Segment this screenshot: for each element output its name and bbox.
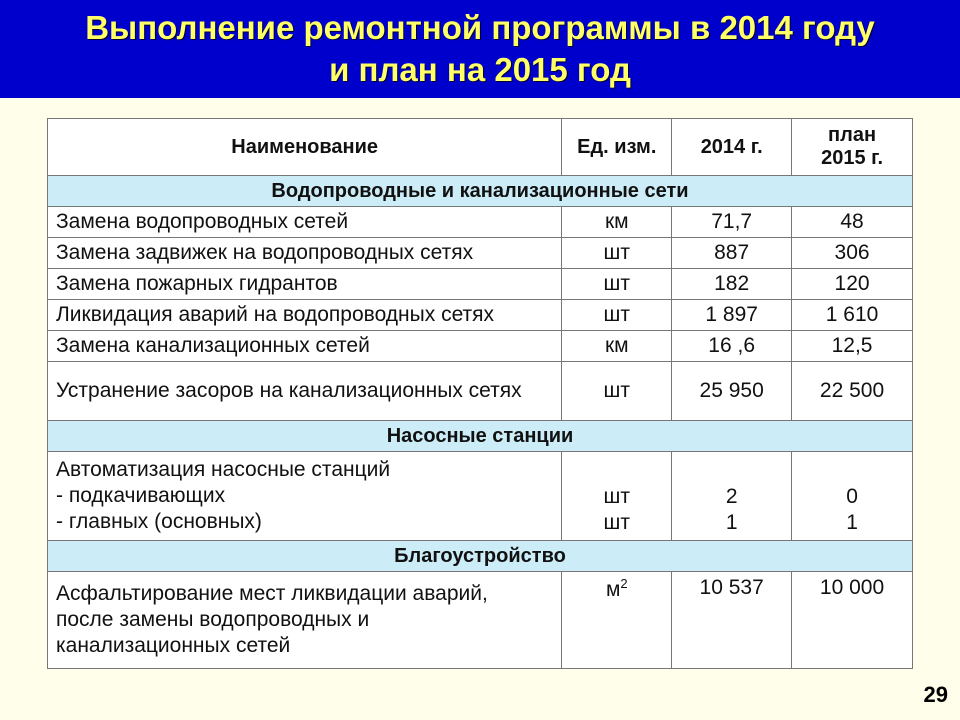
row-name: Замена пожарных гидрантов xyxy=(48,269,562,300)
section-row xyxy=(48,541,913,572)
header-plan-2015 xyxy=(792,119,913,176)
repair-program-table xyxy=(47,118,913,669)
section-title: Водопроводные и канализационные сети xyxy=(48,176,913,207)
row-unit-superscript: 2 xyxy=(620,576,628,591)
row-unit: км xyxy=(562,207,672,238)
slide-title-line-1: Выполнение ремонтной программы в 2014 году xyxy=(85,9,875,46)
header-name: Наименование xyxy=(48,119,562,176)
table-row xyxy=(48,452,913,541)
row-plan: 48 xyxy=(792,207,913,238)
row-2014: 1 897 xyxy=(672,300,792,331)
row-unit xyxy=(562,452,672,541)
table-row xyxy=(48,207,913,238)
row-unit: шт xyxy=(562,300,672,331)
section-row xyxy=(48,176,913,207)
row-plan: 306 xyxy=(792,238,913,269)
row-plan-line: 1 xyxy=(846,511,858,534)
header-plan-line-1: план xyxy=(828,124,877,146)
row-plan xyxy=(792,452,913,541)
row-2014 xyxy=(672,452,792,541)
table-row xyxy=(48,572,913,669)
page-number: 29 xyxy=(923,682,948,707)
header-plan-line-2: 2015 г. xyxy=(821,147,884,169)
row-2014-line: 1 xyxy=(725,511,738,534)
table-row xyxy=(48,331,913,362)
table-row xyxy=(48,269,913,300)
slide-title-line-2: и план на 2015 год xyxy=(329,51,631,88)
row-name: Замена задвижек на водопроводных сетях xyxy=(48,238,562,269)
row-plan: 1 610 xyxy=(792,300,913,331)
row-name-line: - главных (основных) xyxy=(56,510,262,533)
row-name xyxy=(48,572,562,669)
row-name-line: Асфальтирование мест ликвидации аварий, xyxy=(56,582,488,605)
section-row xyxy=(48,421,913,452)
table-header-row xyxy=(48,119,913,176)
row-2014: 25 950 xyxy=(672,362,792,421)
table-row xyxy=(48,300,913,331)
row-unit: шт xyxy=(562,362,672,421)
section-title: Насосные станции xyxy=(48,421,913,452)
row-name: Замена водопроводных сетей xyxy=(48,207,562,238)
row-name xyxy=(48,452,562,541)
row-name-line: канализационных сетей xyxy=(56,634,291,657)
row-2014-line: 2 xyxy=(725,485,738,508)
title-bar xyxy=(0,0,960,98)
header-2014: 2014 г. xyxy=(672,119,792,176)
row-unit: шт xyxy=(562,269,672,300)
row-unit xyxy=(562,572,672,669)
row-plan-line: 0 xyxy=(846,485,858,508)
row-plan: 22 500 xyxy=(792,362,913,421)
row-unit-line: шт xyxy=(603,511,630,534)
row-2014: 10 537 xyxy=(672,572,792,669)
row-name: Замена канализационных сетей xyxy=(48,331,562,362)
section-title: Благоустройство xyxy=(48,541,913,572)
header-unit: Ед. изм. xyxy=(562,119,672,176)
table-row xyxy=(48,362,913,421)
table-row xyxy=(48,238,913,269)
row-name-line: - подкачивающих xyxy=(56,484,226,507)
row-name: Устранение засоров на канализационных сетях xyxy=(48,362,562,421)
row-name-line: после замены водопроводных и xyxy=(56,608,370,631)
row-plan: 12,5 xyxy=(792,331,913,362)
row-2014: 887 xyxy=(672,238,792,269)
row-unit: шт xyxy=(562,238,672,269)
row-name: Ликвидация аварий на водопроводных сетях xyxy=(48,300,562,331)
row-unit: км xyxy=(562,331,672,362)
row-2014: 71,7 xyxy=(672,207,792,238)
row-unit-line: шт xyxy=(603,485,630,508)
row-plan: 120 xyxy=(792,269,913,300)
row-unit-text: м xyxy=(605,578,621,601)
row-plan: 10 000 xyxy=(792,572,913,669)
row-2014: 16 ,6 xyxy=(672,331,792,362)
row-2014: 182 xyxy=(672,269,792,300)
row-name-line: Автоматизация насосные станций xyxy=(56,458,391,481)
